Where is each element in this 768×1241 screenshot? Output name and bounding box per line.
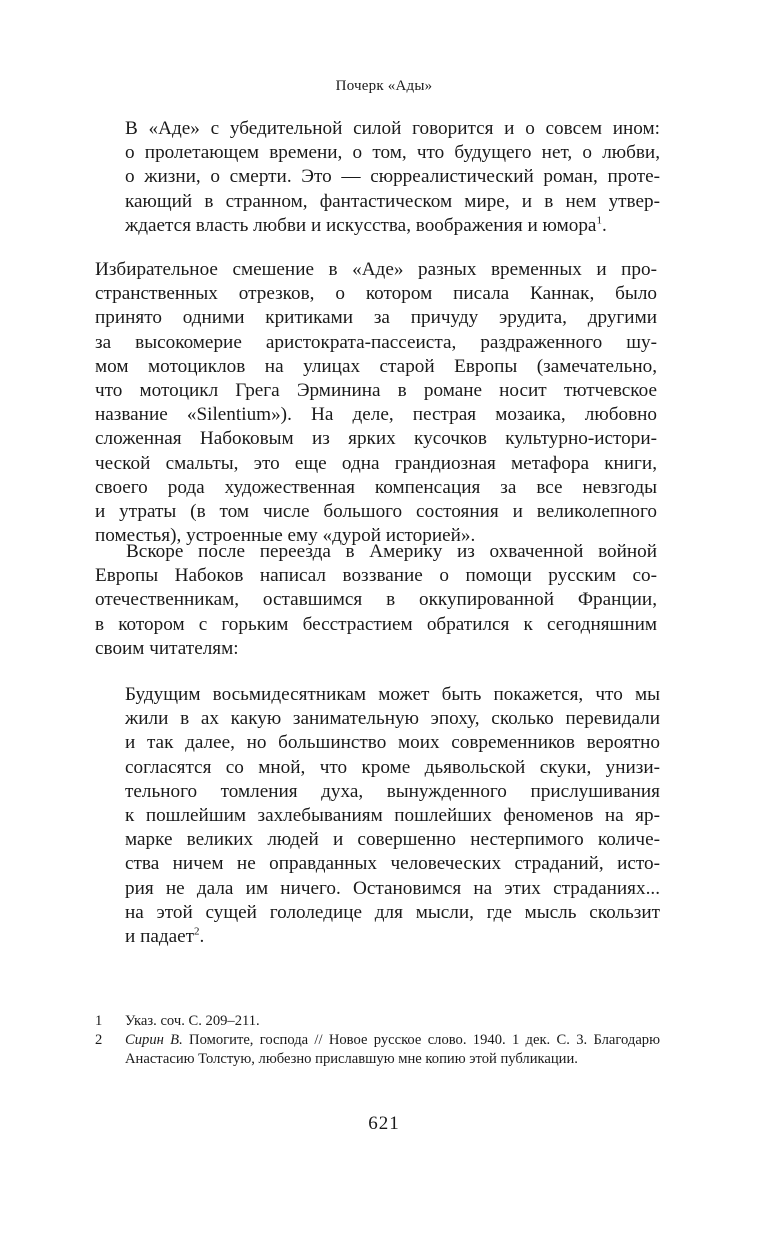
text-line: жили в ах какую занимательную эпоху, сколько перевидали	[125, 708, 660, 730]
text-line-last: своим читателям:	[95, 637, 239, 659]
text-line: Вскоре после переезда в Америку из охваченной войной	[126, 541, 657, 562]
paragraph-2	[95, 540, 657, 661]
text-line: мом мотоциклов на улицах старой Европы (замечательно,	[95, 355, 657, 377]
text-line: принято одними критиками за причуду эрудита, другими	[95, 307, 657, 329]
text-line: согласятся со мной, что кроме дьявольской скуки, унизи-	[125, 756, 660, 778]
text-line: сложенная Набоковым из ярких кусочков культурно-истори-	[95, 428, 657, 450]
text-line: странственных отрезков, о котором писала Каннак, было	[95, 283, 657, 305]
footnote-ref-2[interactable]: 2	[194, 925, 200, 938]
text-line: и так далее, но большинство моих современников вероятно	[125, 732, 660, 754]
footnote-2	[95, 1031, 660, 1069]
text-line-last: поместья), устроенные ему «дурой историей».	[95, 525, 476, 547]
text-line: что мотоцикл Грега Эрминина в романе носит тютчевское	[95, 380, 657, 402]
text-line: Будущим восьмидесятникам может быть покажется, что мы	[125, 684, 660, 705]
text-line: Избирательное смешение в «Аде» разных временных и про-	[95, 259, 657, 280]
text-line: в котором с горьким бесстрастием обратился к сегодняшним	[95, 613, 657, 635]
page-number: 621	[368, 1113, 400, 1134]
text-fragment: ждается власть любви и искусства, воображения и юмора	[125, 214, 597, 236]
text-line-last	[125, 925, 660, 949]
paragraph-1	[95, 258, 657, 548]
footnote-text: Указ. соч. С. 209–211.	[125, 1013, 260, 1029]
text-line: и утраты (в том числе большого состояния и великолепного	[95, 501, 657, 523]
text-line: название «Silentium»). На деле, пестрая мозаика, любовно	[95, 404, 657, 426]
footnote-number: 1	[95, 1013, 103, 1029]
text-line: на этой сущей гололедице для мысли, где мысль скользит	[125, 901, 660, 923]
text-line: В «Аде» с убедительной силой говорится и о совсем ином:	[125, 118, 660, 139]
sentence-end: .	[601, 214, 607, 236]
text-line: за высокомерие аристократа-пассеиста, раздраженного шу-	[95, 331, 657, 353]
text-fragment: и падает	[125, 926, 195, 948]
footnotes	[95, 1012, 660, 1069]
text-line: ческой смальты, это еще одна грандиозная метафора книги,	[95, 452, 657, 474]
quote-block-2	[125, 683, 660, 949]
text-line: кающий в странном, фантастическом мире, и в нем утвер-	[125, 190, 660, 212]
text-line: к пошлейшим захлебываниям пошлейших феноменов на яр-	[125, 805, 660, 827]
footnote-text: Помогите, господа // Новое русское слово. 1940. 1 дек. С. 3. Благодарю Анастасию Толстую, любезно приславшую мне копию этой публикации.	[125, 1032, 661, 1067]
text-line: марке великих людей и совершенно нестерпимого количе-	[125, 829, 660, 851]
text-line: о пролетающем времени, о том, что будущего нет, о любви,	[125, 142, 660, 164]
running-head: Почерк «Ады»	[335, 78, 433, 94]
quote-block-1	[125, 117, 660, 238]
text-line: своего рода художественная компенсация за все невзгоды	[95, 476, 657, 498]
footnote-number: 2	[95, 1032, 103, 1048]
text-line: тельного томления духа, вынужденного прислушивания	[125, 780, 660, 802]
text-line: о жизни, о смерти. Это — сюрреалистический роман, проте-	[125, 166, 660, 188]
footnote-1	[95, 1012, 660, 1031]
footnote-author: Сирин В.	[125, 1032, 183, 1048]
footnote-ref-1[interactable]: 1	[596, 214, 602, 227]
text-line: рия не дала им ничего. Остановимся на этих страданиях...	[125, 877, 660, 899]
text-line-last	[125, 214, 660, 238]
text-line: Европы Набоков написал воззвание о помощи русским со-	[95, 565, 657, 587]
text-line: отечественникам, оставшимся в оккупированной Франции,	[95, 589, 657, 611]
text-line: ства ничем не оправданных человеческих страданий, исто-	[125, 853, 660, 875]
sentence-end: .	[199, 926, 205, 948]
